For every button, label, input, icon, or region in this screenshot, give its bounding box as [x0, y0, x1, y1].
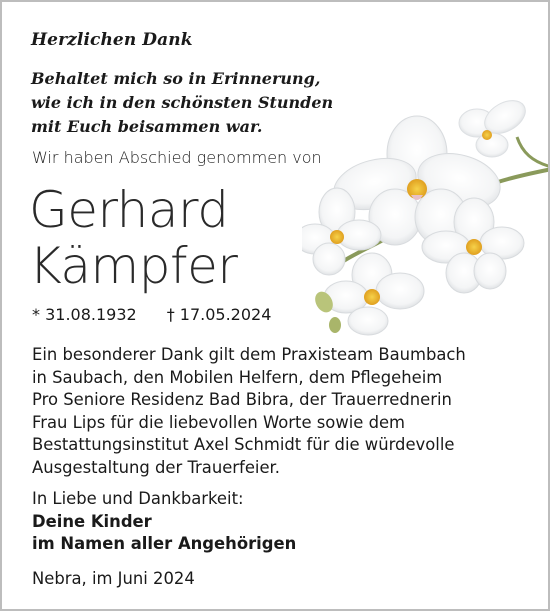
quote — [31, 67, 333, 139]
body-line: in Saubach, den Mobilen Helfern, dem Pflegeheim — [32, 367, 443, 387]
last-name: Kämpfer — [29, 237, 238, 295]
quote-line: mit Euch beisammen war. — [31, 117, 263, 136]
place-date: Nebra, im Juni 2024 — [32, 569, 195, 588]
white-orchid-image — [302, 97, 550, 337]
closing — [32, 488, 296, 556]
death-date: † 17.05.2024 — [166, 305, 272, 324]
body-line: Frau Lips für die liebevollen Worte sowie dem — [32, 412, 406, 432]
body-line: Ausgestaltung der Trauerfeier. — [32, 457, 280, 477]
deceased-name — [29, 182, 237, 294]
intro-text: Wir haben Abschied genommen von — [32, 148, 322, 167]
life-dates — [32, 305, 271, 324]
body-line: Pro Seniore Residenz Bad Bibra, der Trauerrednerin — [32, 390, 452, 410]
birth-date: * 31.08.1932 — [32, 305, 137, 324]
body-line: Bestattungsinstitut Axel Schmidt für die würdevolle — [32, 435, 455, 455]
thank-you-text — [32, 344, 466, 480]
first-name: Gerhard — [29, 181, 229, 239]
quote-line: wie ich in den schönsten Stunden — [31, 93, 334, 112]
signer-children: Deine Kinder — [32, 511, 152, 531]
body-line: Ein besonderer Dank gilt dem Praxisteam Baumbach — [32, 345, 466, 364]
heading: Herzlichen Dank — [31, 30, 193, 50]
closing-intro: In Liebe und Dankbarkeit: — [32, 489, 244, 508]
quote-line: Behaltet mich so in Erinnerung, — [31, 69, 321, 88]
signer-relatives: im Namen aller Angehörigen — [32, 534, 297, 554]
